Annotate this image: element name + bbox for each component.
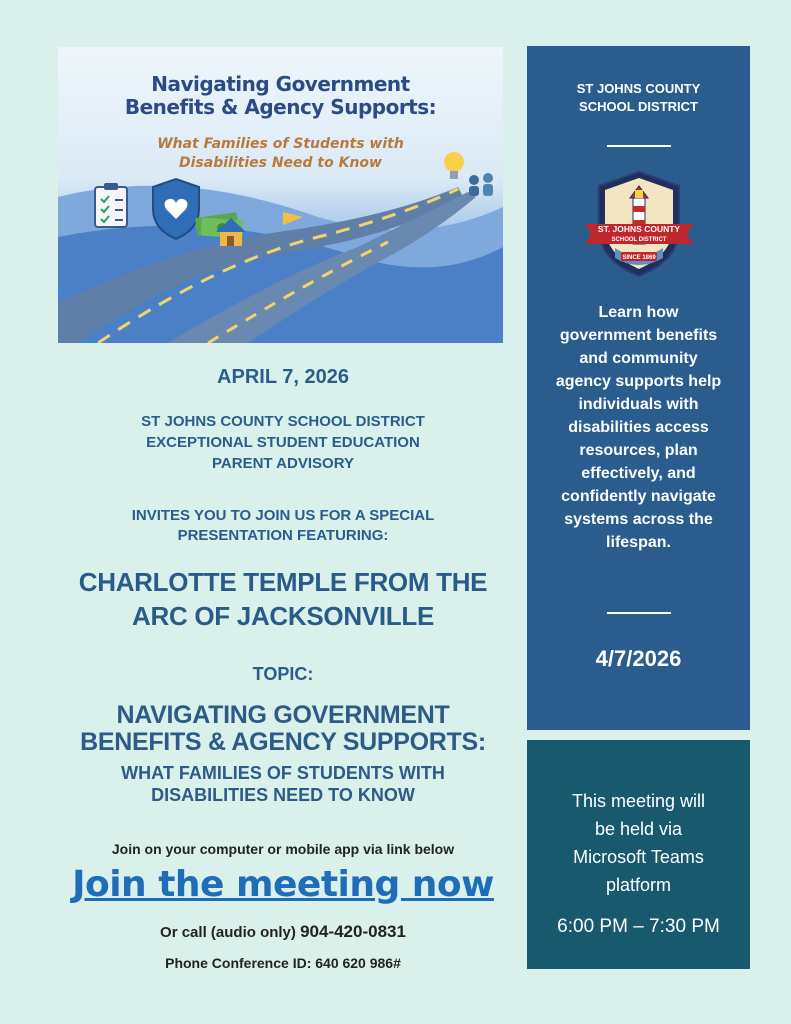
description-line: confidently navigate bbox=[561, 488, 716, 505]
invitation-line: PRESENTATION FEATURING: bbox=[177, 527, 389, 544]
topic-title-line: BENEFITS & AGENCY SUPPORTS: bbox=[80, 728, 486, 756]
invitation bbox=[48, 506, 518, 546]
topic-subtitle-line: WHAT FAMILIES OF STUDENTS WITH bbox=[121, 763, 445, 783]
topic-label: TOPIC: bbox=[252, 664, 314, 684]
speaker-line: ARC OF JACKSONVILLE bbox=[132, 601, 434, 631]
meeting-platform-line: platform bbox=[605, 875, 672, 895]
organizer-line: ST JOHNS COUNTY SCHOOL DISTRICT bbox=[141, 413, 425, 430]
meeting-time: 6:00 PM – 7:30 PM bbox=[557, 916, 720, 937]
logo-since: SINCE 1869 bbox=[622, 255, 656, 261]
description-line: resources, plan bbox=[579, 442, 698, 459]
organizer bbox=[48, 411, 518, 474]
join-instructions: Join on your computer or mobile app via link below bbox=[111, 841, 455, 857]
speaker-line: CHARLOTTE TEMPLE FROM THE bbox=[78, 567, 488, 597]
meeting-panel bbox=[527, 740, 750, 969]
description-line: government benefits bbox=[559, 327, 718, 344]
hero-title-line: Navigating Government bbox=[151, 72, 410, 96]
hero-title-line: Benefits & Agency Supports: bbox=[124, 95, 437, 119]
topic-subtitle-line: DISABILITIES NEED TO KNOW bbox=[151, 785, 415, 805]
description-line: and community bbox=[579, 350, 698, 367]
description-line: systems across the bbox=[564, 511, 713, 528]
meeting-platform-line: be held via bbox=[594, 819, 683, 839]
person-icon bbox=[469, 175, 479, 185]
call-info bbox=[48, 922, 518, 942]
logo-text: ST. JOHNS COUNTY bbox=[597, 224, 681, 234]
invitation-line: INVITES YOU TO JOIN US FOR A SPECIAL bbox=[131, 507, 435, 524]
meeting-platform-line: This meeting will bbox=[571, 791, 706, 811]
hero-subtitle-line: Disabilities Need to Know bbox=[179, 155, 382, 171]
speaker bbox=[48, 565, 518, 633]
panel-description bbox=[537, 301, 740, 554]
event-date: APRIL 7, 2026 bbox=[217, 366, 349, 388]
hero-banner bbox=[58, 47, 503, 343]
description-line: disabilities access bbox=[568, 419, 709, 436]
description-line: individuals with bbox=[578, 396, 699, 413]
phone-number[interactable]: 904-420-0831 bbox=[300, 922, 406, 941]
district-panel bbox=[527, 46, 750, 730]
organizer-line: PARENT ADVISORY bbox=[212, 455, 354, 472]
description-line: agency supports help bbox=[555, 373, 722, 390]
hero-subtitle bbox=[58, 135, 503, 173]
hero-subtitle-line: What Families of Students with bbox=[157, 136, 404, 152]
district-name bbox=[527, 80, 750, 116]
organizer-line: EXCEPTIONAL STUDENT EDUCATION bbox=[146, 434, 420, 451]
conference-id: Phone Conference ID: 640 620 986# bbox=[165, 955, 401, 971]
topic-title-line: NAVIGATING GOVERNMENT bbox=[116, 701, 450, 729]
panel-date: 4/7/2026 bbox=[595, 646, 682, 671]
logo-text: SCHOOL DISTRICT bbox=[611, 237, 667, 243]
meeting-platform bbox=[527, 787, 750, 899]
call-prefix: Or call (audio only) bbox=[160, 924, 301, 941]
description-line: Learn how bbox=[598, 304, 679, 321]
divider bbox=[607, 612, 671, 614]
topic-subtitle bbox=[48, 762, 518, 806]
district-name-line: ST JOHNS COUNTY bbox=[576, 81, 701, 96]
join-meeting-link[interactable]: Join the meeting now bbox=[72, 864, 494, 905]
divider bbox=[607, 145, 671, 147]
topic-title bbox=[48, 702, 518, 756]
district-name-line: SCHOOL DISTRICT bbox=[579, 99, 698, 114]
district-logo bbox=[583, 168, 695, 280]
hero-title bbox=[58, 73, 503, 119]
description-line: lifespan. bbox=[606, 534, 671, 551]
meeting-platform-line: Microsoft Teams bbox=[573, 847, 704, 867]
description-line: effectively, and bbox=[581, 465, 696, 482]
